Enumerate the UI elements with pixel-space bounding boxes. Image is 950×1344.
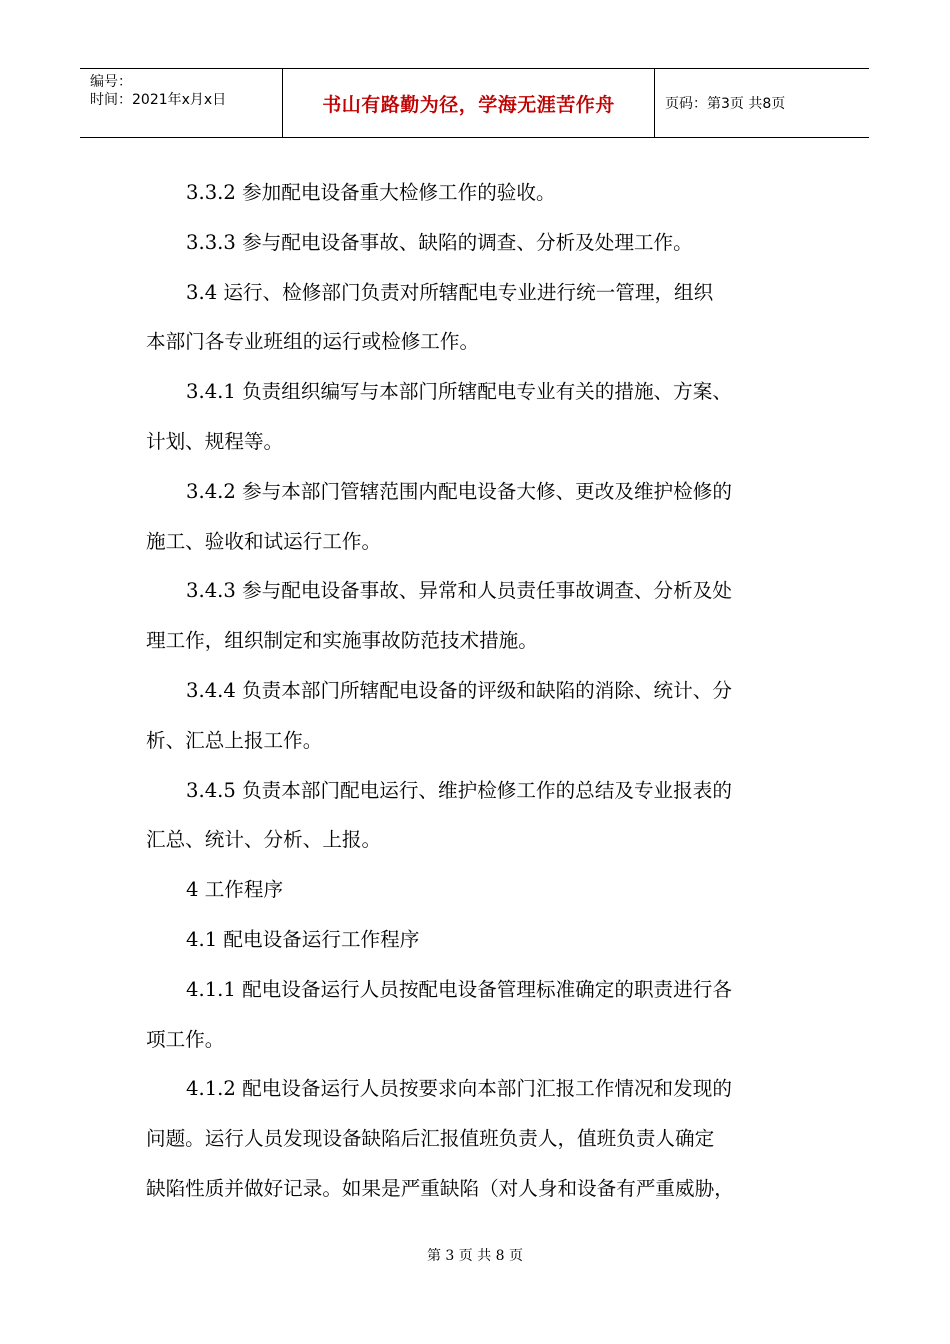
page-footer: 第 3 页 共 8 页	[426, 1248, 524, 1264]
section-heading	[146, 865, 808, 915]
text-line: 项工作。	[146, 1027, 225, 1051]
text-line: 3.3.3 参与配电设备事故、缺陷的调查、分析及处理工作。	[186, 230, 693, 254]
text-line: 4.1 配电设备运行工作程序	[186, 927, 420, 951]
header-page-info: 页码：第3页 共8页	[665, 96, 786, 112]
paragraph	[146, 168, 808, 218]
paragraph	[146, 467, 808, 567]
text-line: 4 工作程序	[186, 878, 284, 902]
document-body	[146, 168, 808, 1214]
header-page-cell	[655, 69, 869, 137]
page-header	[80, 68, 869, 138]
paragraph	[146, 965, 808, 1065]
text-line: 计划、规程等。	[146, 429, 284, 453]
text-line: 3.4.4 负责本部门所辖配电设备的评级和缺陷的消除、统计、分	[186, 678, 732, 702]
text-line: 汇总、统计、分析、上报。	[146, 828, 382, 852]
text-line: 本部门各专业班组的运行或检修工作。	[146, 330, 480, 354]
document-date: 时间：2021年x月x日	[90, 92, 227, 108]
paragraph	[146, 666, 808, 766]
text-line: 3.4.2 参与本部门管辖范围内配电设备大修、更改及维护检修的	[186, 479, 732, 503]
paragraph	[146, 367, 808, 467]
text-line: 3.4.1 负责组织编写与本部门所辖配电专业有关的措施、方案、	[186, 380, 732, 404]
paragraph	[146, 268, 808, 368]
text-line: 析、汇总上报工作。	[146, 728, 323, 752]
text-line: 3.3.2 参加配电设备重大检修工作的验收。	[186, 181, 556, 204]
motto-text: 书山有路勤为径，学海无涯苦作舟	[322, 93, 615, 116]
text-line: 理工作，组织制定和实施事故防范技术措施。	[146, 629, 538, 653]
paragraph	[146, 1064, 808, 1213]
paragraph	[146, 218, 808, 268]
text-line: 施工、验收和试运行工作。	[146, 529, 382, 553]
text-line: 4.1.1 配电设备运行人员按配电设备管理标准确定的职责进行各	[186, 977, 732, 1001]
document-number: 编号：	[90, 74, 132, 90]
text-line: 3.4 运行、检修部门负责对所辖配电专业进行统一管理，组织	[186, 280, 714, 304]
text-line: 问题。运行人员发现设备缺陷后汇报值班负责人，值班负责人确定	[146, 1127, 715, 1151]
paragraph	[146, 566, 808, 666]
text-line: 3.4.3 参与配电设备事故、异常和人员责任事故调查、分析及处	[186, 579, 732, 603]
header-meta-cell	[80, 69, 283, 137]
header-motto-cell	[283, 69, 655, 137]
text-line: 缺陷性质并做好记录。如果是严重缺陷（对人身和设备有严重威胁，	[146, 1176, 734, 1200]
paragraph	[146, 766, 808, 866]
subsection-heading	[146, 915, 808, 965]
text-line: 4.1.2 配电设备运行人员按要求向本部门汇报工作情况和发现的	[186, 1077, 732, 1101]
text-line: 3.4.5 负责本部门配电运行、维护检修工作的总结及专业报表的	[186, 778, 732, 802]
